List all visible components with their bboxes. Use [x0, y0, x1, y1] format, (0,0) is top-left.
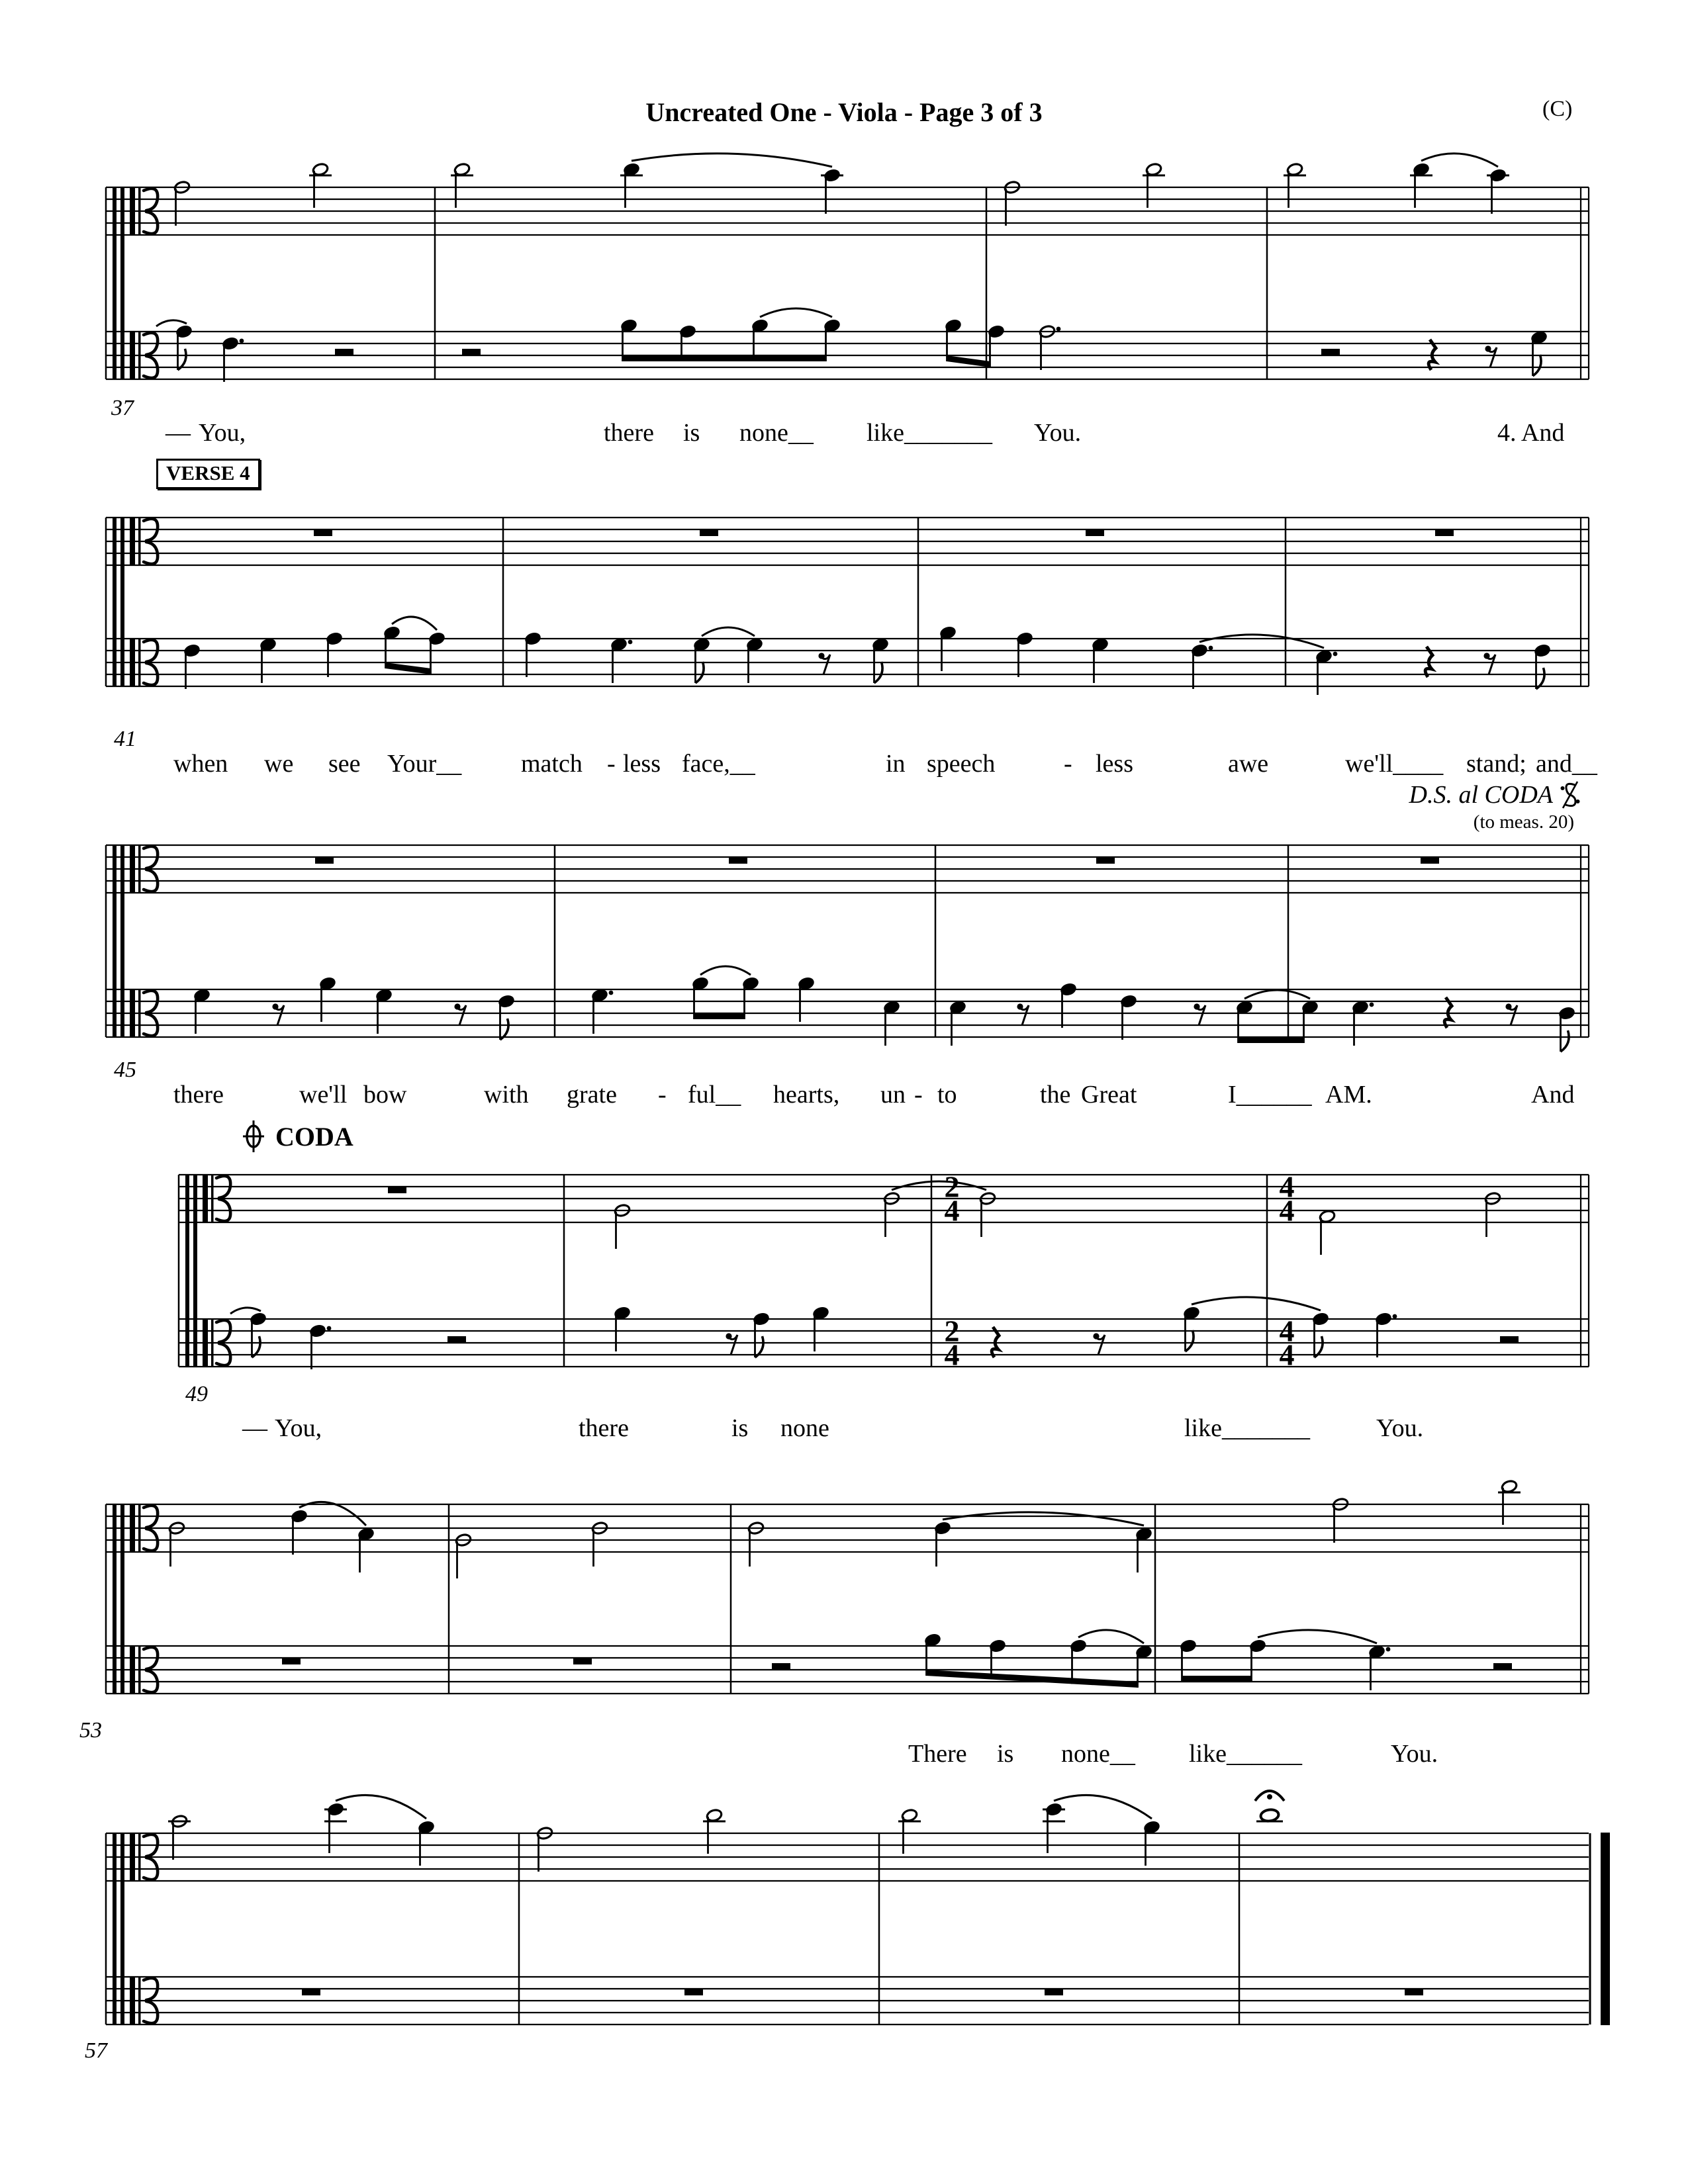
svg-text:4: 4	[944, 1193, 960, 1228]
lyric-syllable: is	[997, 1740, 1014, 1768]
lyric-syllable: we'll	[299, 1081, 348, 1109]
lyric-syllable: we'll____	[1345, 750, 1444, 778]
lyric-syllable: face,__	[682, 750, 755, 778]
lyric-syllable: we	[264, 750, 294, 778]
lyric-syllable: stand;	[1466, 750, 1526, 778]
verse-4-marker: VERSE 4	[156, 459, 260, 489]
lyric-syllable: You.	[1376, 1414, 1424, 1442]
lyric-syllable: bow	[363, 1081, 407, 1109]
lyric-syllable: AM.	[1325, 1081, 1372, 1109]
lyric-syllable: ful__	[688, 1081, 741, 1109]
lyric-syllable: -	[607, 750, 616, 778]
lyric-syllable: match	[521, 750, 583, 778]
ds-al-coda-marker	[1409, 780, 1581, 810]
lyric-syllable: awe	[1228, 750, 1269, 778]
lyric-syllable: There	[908, 1740, 967, 1768]
copyright-mark: (C)	[1542, 97, 1573, 121]
page-title: Uncreated One - Viola - Page 3 of 3	[645, 97, 1043, 127]
lyric-syllable: You,	[275, 1414, 322, 1442]
lyric-syllable: there	[173, 1081, 224, 1109]
lyric-syllable: the	[1040, 1081, 1071, 1109]
lyric-syllable: —	[165, 419, 191, 447]
lyric-syllable: Great	[1081, 1081, 1137, 1109]
svg-text:2: 2	[944, 1169, 960, 1204]
to-measure-note: (to meas. 20)	[1473, 811, 1574, 833]
svg-text:4: 4	[1279, 1169, 1295, 1204]
lyric-syllable: with	[484, 1081, 529, 1109]
coda-label: CODA	[275, 1121, 353, 1152]
lyric-syllable: there	[604, 419, 654, 447]
system-41	[106, 517, 1589, 695]
system-53	[106, 1479, 1589, 1694]
lyric-syllable: -	[914, 1081, 923, 1109]
lyric-syllable: un	[880, 1081, 906, 1109]
lyric-syllable: when	[173, 750, 228, 778]
lyric-syllable: 4. And	[1497, 419, 1565, 447]
svg-text:4: 4	[1279, 1314, 1295, 1348]
lyric-syllable: speech	[927, 750, 996, 778]
lyric-syllable: and__	[1536, 750, 1597, 778]
system-45	[106, 844, 1589, 1052]
lyric-syllable: to	[937, 1081, 957, 1109]
measure-number-41: 41	[114, 727, 136, 751]
svg-text:4: 4	[1279, 1193, 1295, 1228]
lyric-syllable: You.	[1391, 1740, 1438, 1768]
measure-number-57: 57	[85, 2038, 107, 2063]
coda-marker	[241, 1118, 353, 1154]
lyric-syllable: there	[579, 1414, 629, 1442]
lyric-syllable: —	[242, 1414, 267, 1442]
lyric-syllable: none	[780, 1414, 829, 1442]
lyric-syllable: You,	[199, 419, 246, 447]
lyric-syllable: You.	[1034, 419, 1082, 447]
svg-text:4: 4	[944, 1338, 960, 1372]
lyric-syllable: And	[1531, 1081, 1575, 1109]
lyric-syllable: grate	[567, 1081, 617, 1109]
lyric-syllable: is	[683, 419, 700, 447]
coda-icon	[241, 1118, 266, 1154]
lyric-syllable: less	[623, 750, 661, 778]
measure-number-53: 53	[79, 1718, 102, 1743]
lyric-syllable: hearts,	[773, 1081, 840, 1109]
segno-icon	[1560, 780, 1581, 810]
lyric-syllable: like_______	[867, 419, 992, 447]
lyric-syllable: I______	[1228, 1081, 1312, 1109]
measure-number-37: 37	[111, 396, 134, 420]
lyric-syllable: like_______	[1184, 1414, 1310, 1442]
measure-number-49: 49	[185, 1382, 208, 1406]
system-37	[106, 154, 1589, 382]
svg-text:4: 4	[1279, 1338, 1295, 1372]
lyric-syllable: in	[886, 750, 906, 778]
lyric-syllable: is	[731, 1414, 749, 1442]
lyric-syllable: -	[658, 1081, 667, 1109]
lyric-syllable: Your__	[387, 750, 462, 778]
system-57	[106, 1791, 1610, 2025]
lyric-syllable: -	[1064, 750, 1072, 778]
lyric-syllable: none__	[1061, 1740, 1135, 1768]
lyric-syllable: like______	[1189, 1740, 1302, 1768]
measure-number-45: 45	[114, 1058, 136, 1082]
svg-text:2: 2	[944, 1314, 960, 1348]
lyric-syllable: less	[1096, 750, 1133, 778]
lyric-syllable: see	[328, 750, 361, 778]
ds-al-coda-label: D.S. al CODA	[1409, 781, 1553, 809]
system-49	[179, 1170, 1589, 1372]
lyric-syllable: none__	[739, 419, 814, 447]
